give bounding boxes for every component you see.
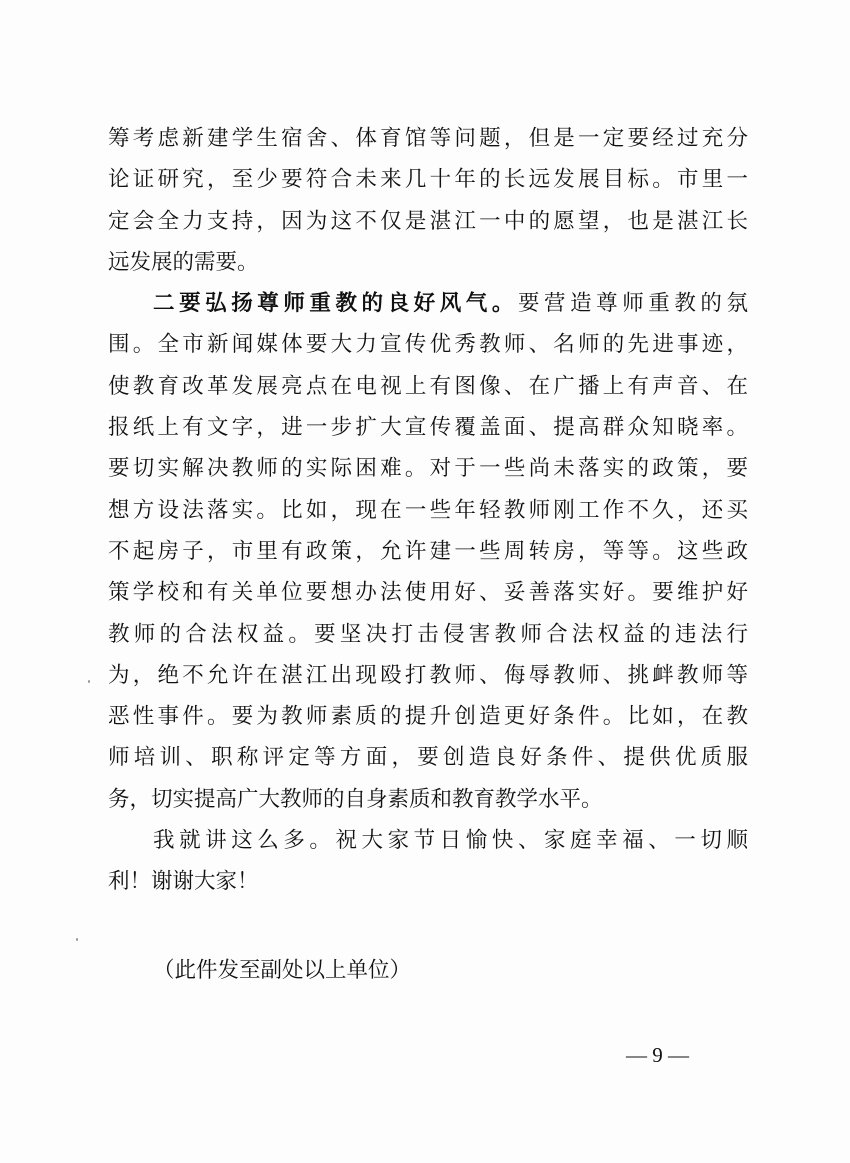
line-text: 利！谢谢大家！: [108, 869, 259, 895]
text-line: [108, 861, 748, 902]
text-line: [108, 531, 748, 572]
line-text: 要营造尊师重教的氛: [517, 291, 748, 317]
line-text: 论证研究，至少要符合未来几十年的长远发展目标。市里一: [108, 167, 748, 193]
line-text: 师培训、职称评定等方面，要创造良好条件、提供优质服: [108, 745, 748, 771]
text-line: [108, 820, 748, 861]
scan-speck: [76, 938, 78, 941]
text-line: [108, 779, 748, 820]
text-line: [108, 614, 748, 655]
line-text: 使教育改革发展亮点在电视上有图像、在广播上有声音、在: [108, 373, 748, 399]
text-line: [108, 242, 748, 283]
line-text: 远发展的需要。: [108, 249, 259, 275]
line-text: 定会全力支持，因为这不仅是湛江一中的愿望，也是湛江长: [108, 208, 748, 234]
text-line: [108, 572, 748, 613]
line-text: 策学校和有关单位要想办法使用好、妥善落实好。要维护好: [108, 580, 748, 606]
paragraph: [108, 820, 748, 903]
text-line: [108, 696, 748, 737]
line-text: 我就讲这么多。祝大家节日愉快、家庭幸福、一切顺: [153, 828, 748, 854]
text-line: [108, 737, 748, 778]
line-text: 要切实解决教师的实际困难。对于一些尚未落实的政策，要: [108, 456, 748, 482]
text-line: [108, 159, 748, 200]
page-number: — 9 —: [626, 1043, 689, 1067]
text-line: [108, 324, 748, 365]
paragraph: [108, 118, 748, 283]
line-text: 报纸上有文字，进一步扩大宣传覆盖面、提高群众知晓率。: [108, 415, 748, 441]
line-text: 恶性事件。要为教师素质的提升创造更好条件。比如，在教: [108, 704, 748, 730]
body-text: [108, 118, 748, 903]
line-text: 务，切实提高广大教师的自身素质和教育教学水平。: [108, 786, 603, 812]
line-text: 为，绝不允许在湛江出现殴打教师、侮辱教师、挑衅教师等: [108, 662, 748, 688]
line-text: 不起房子，市里有政策，允许建一些周转房，等等。这些政: [108, 538, 748, 564]
text-line: [108, 201, 748, 242]
text-line: [108, 118, 748, 159]
line-text: 围。全市新闻媒体要大力宣传优秀教师、名师的先进事迹，: [108, 332, 748, 358]
text-line: [108, 366, 748, 407]
line-text: 想方设法落实。比如，现在一些年轻教师刚工作不久，还买: [108, 497, 748, 523]
bold-heading-text: 二要弘扬尊师重教的良好风气。: [153, 291, 518, 317]
text-line: [108, 655, 748, 696]
line-text: 筹考虑新建学生宿舍、体育馆等问题，但是一定要经过充分: [108, 126, 748, 151]
text-line: [108, 407, 748, 448]
scan-speck: [88, 680, 90, 683]
text-line: [108, 490, 748, 531]
line-text: 教师的合法权益。要坚决打击侵害教师合法权益的违法行: [108, 621, 748, 647]
text-line: [108, 448, 748, 489]
distribution-note: （此件发至副处以上单位）: [153, 958, 412, 983]
text-line: [108, 283, 748, 324]
paragraph: [108, 283, 748, 820]
